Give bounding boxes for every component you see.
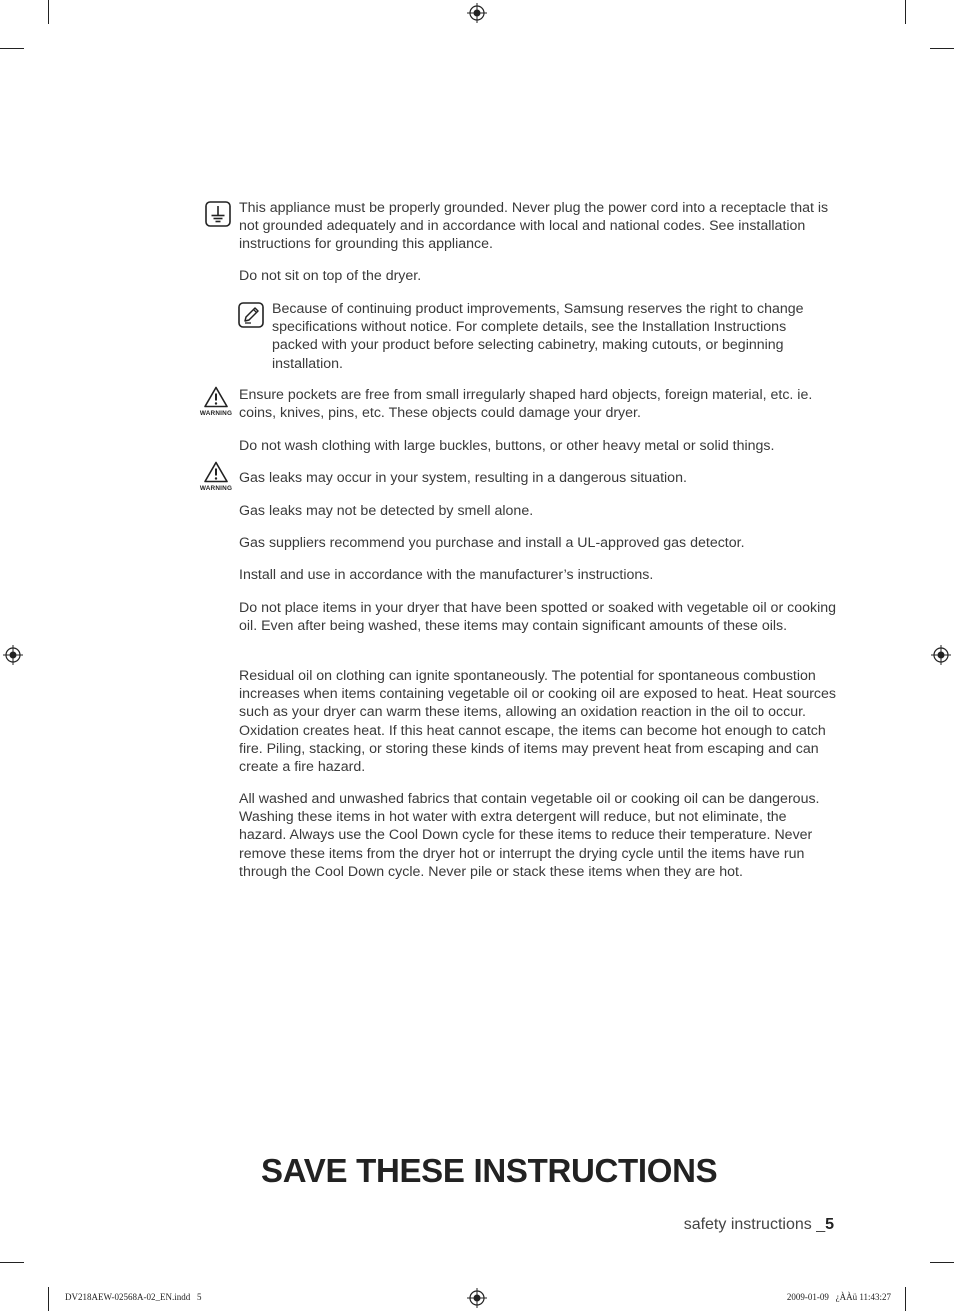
paragraph: Do not place items in your dryer that have been spotted or soaked with vegetable oil or cooking oil. Even after being washed, these items may contain significant amounts of these oils.	[239, 600, 837, 635]
save-instructions-title: SAVE THESE INSTRUCTIONS	[261, 1152, 718, 1189]
crop-mark	[905, 1287, 906, 1311]
crop-mark	[0, 1262, 24, 1263]
paragraph: All washed and unwashed fabrics that contain vegetable oil or cooking oil can be dangerous. Washing these items in hot water with extra detergent will reduce, but not eliminate, the hazard. Always use the Cool Down cycle for these items to reduce their temperature. Never remove these items from the dryer hot or interrupt the drying cycle until the items have run through the Cool Down cycle. Never pile or stack these items when they are hot.	[239, 791, 820, 880]
crop-mark	[0, 48, 24, 49]
note-paragraph: Because of continuing product improvements, Samsung reserves the right to change specifications without notice. For complete details, see the Installation Instructions packed with your product before selecting cabinetry, making cutouts, or beginning installation.	[272, 301, 804, 372]
crop-mark	[905, 0, 906, 24]
crop-mark	[930, 48, 954, 49]
paragraph: Gas suppliers recommend you purchase and install a UL-approved gas detector.	[239, 535, 745, 551]
paragraph: Gas leaks may not be detected by smell alone.	[239, 503, 534, 519]
warning-label: WARNING	[199, 410, 233, 417]
paragraph: Do not wash clothing with large buckles, buttons, or other heavy metal or solid things.	[239, 438, 775, 454]
page-footer	[684, 1216, 834, 1234]
warning-label: WARNING	[199, 485, 233, 492]
paragraph: Residual oil on clothing can ignite spontaneously. The potential for spontaneous combustion increases when items containing vegetable oil or cooking oil are exposed to heat. Heat sources such as your dryer can warm these items, allowing an oxidation reaction in the oil to occur. Oxidation creates heat. If this heat cannot escape, the items can become hot enough to catch fire. Piling, stacking, or storing these kinds of items may prevent heat from escaping and can create a fire hazard.	[239, 668, 837, 776]
registration-mark-icon	[931, 645, 951, 665]
warning-icon	[204, 386, 228, 408]
registration-mark-icon	[3, 645, 23, 665]
paragraph: Ensure pockets are free from small irregularly shaped hard objects, foreign material, etc. ie. coins, knives, pins, etc. These objects could damage your dryer.	[239, 387, 813, 422]
paragraph: Install and use in accordance with the manufacturer’s instructions.	[239, 567, 654, 583]
crop-mark	[48, 0, 49, 24]
note-icon	[238, 302, 264, 328]
slug-timestamp: 2009-01-09 ¿ÀÀü 11:43:27	[786, 1292, 891, 1302]
section-name: safety instructions _	[683, 1216, 826, 1233]
registration-mark-icon	[467, 3, 487, 23]
paragraph: Gas leaks may occur in your system, resulting in a dangerous situation.	[239, 470, 687, 486]
paragraph: Do not sit on top of the dryer.	[239, 268, 422, 284]
crop-mark	[48, 1287, 49, 1311]
slug-file: DV218AEW-02568A-02_EN.indd 5	[65, 1292, 202, 1302]
paragraph: This appliance must be properly grounded. Never plug the power cord into a receptacle that is not grounded adequately and in accordance with local and national codes. See installation instructions for grounding this appliance.	[239, 200, 829, 253]
registration-mark-icon	[467, 1288, 487, 1308]
crop-mark	[930, 1262, 954, 1263]
page-number: 5	[825, 1216, 834, 1233]
warning-icon	[204, 461, 228, 483]
ground-icon	[205, 201, 231, 227]
